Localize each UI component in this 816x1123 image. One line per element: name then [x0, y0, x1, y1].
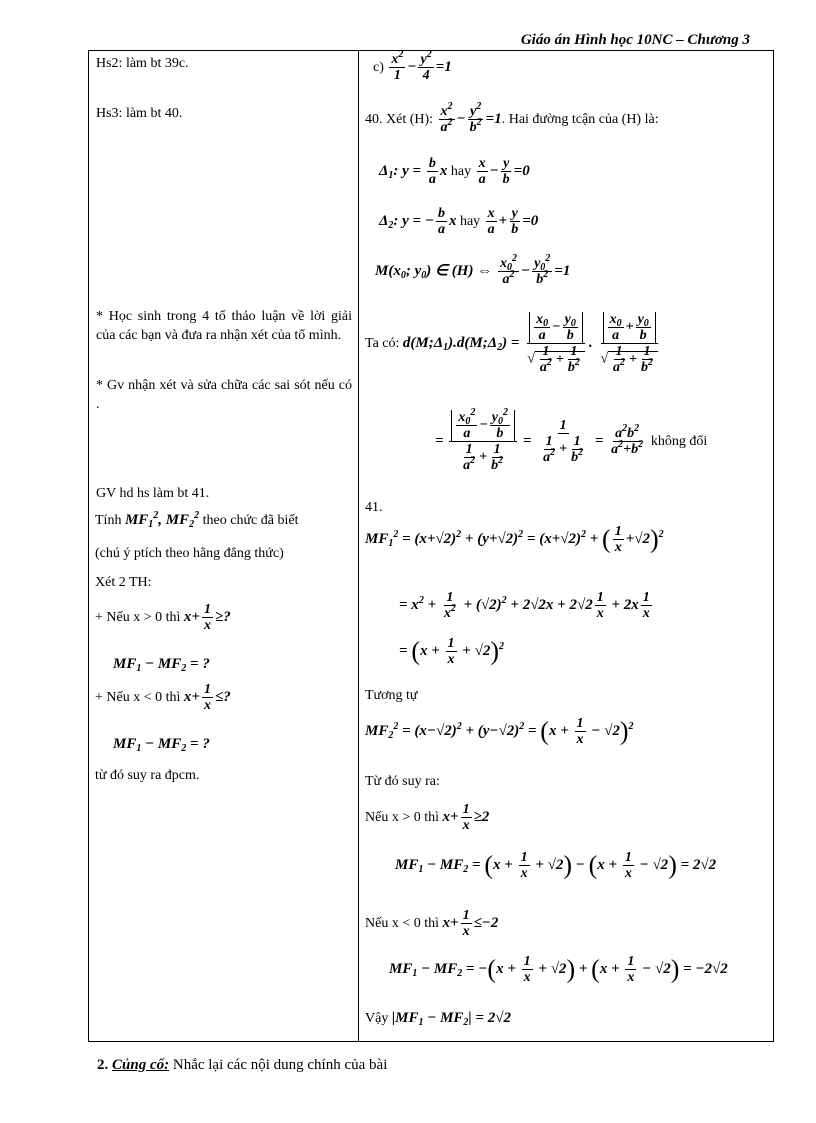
- group-discussion-text: * Học sinh trong 4 tổ thảo luận về lời giải của các bạn và đưa ra nhận xét của tổ mình.: [96, 309, 352, 343]
- ex39c-label: c): [373, 59, 384, 75]
- neu-pos-label: Nếu x > 0 thì: [365, 809, 439, 825]
- footer-number: 2.: [97, 1057, 109, 1073]
- ex40-prefix: 40. Xét (H):: [365, 111, 434, 127]
- hay-1: hay: [450, 163, 472, 179]
- mf1-expansion: = $x^2$ + $\frac{1}{x^2}$ + $(√2)^2 + 2√2x + 2√2$ $\frac{1}{x}$ + 2x $\frac{1}{x}$: [399, 590, 650, 621]
- hay-2: hay: [459, 213, 481, 229]
- ex40-suffix: . Hai đường tcận của (H) là:: [501, 111, 659, 127]
- page-header-title: Giáo án Hình học 10NC – Chương 3: [520, 32, 750, 48]
- point-on-hyperbola: $M(x_0$; $y_0$) ∈ (H) ⇔ $\frac{x_0^2}{a^2}$ − $\frac{y_0^2}{b^2}$ =1: [375, 253, 571, 287]
- distance-product-line: Ta có: $d(M;\Delta_1).d(M;\Delta_2)$ = $\frac{x_0}{a}$ − $\frac{y_0}{b}$ √ $\frac{1}{a^2}$ + $\frac{1}{b^2}$ . $\frac{x_0}{a}$ + $\frac{y_0}{b}$ √ $\frac{1}{a^2}$ + $\frac{1}{b^2}$: [365, 312, 662, 375]
- vay-line: Vậy $|MF_1 - MF_2| = 2√2$: [365, 1010, 512, 1028]
- tu-do-label: Từ đó suy ra:: [365, 774, 440, 789]
- tinh-suffix: theo chức đã biết: [202, 513, 299, 528]
- ex41-label: 41.: [365, 500, 383, 515]
- case-pos-result: $MF_1 - MF_2 = (x$ + $\frac{1}{x}$ + √2) − (x + $\frac{1}{x}$ − √2) = 2√2: [395, 850, 717, 881]
- case1-question: $MF_1 - MF_2$ = ?: [113, 656, 210, 674]
- neu-pos-line: Nếu x > 0 thì x+ $\frac{1}{x}$ ≥2: [365, 802, 490, 833]
- mf1-result: = (x + $\frac{1}{x}$ + √2)$^2$: [399, 636, 504, 667]
- hs2-task: Hs2: làm bt 39c.: [96, 56, 189, 71]
- case1-line: + Nếu x > 0 thì x+ $\frac{1}{x}$ ≥?: [95, 602, 231, 633]
- mf1-squared: $MF_1^2 = (x+√2)^2 + (y+√2)^2 = (x+√2)^2$ + ( $\frac{1}{x}$ +√2)$^2$: [365, 524, 664, 555]
- vay-label: Vậy: [365, 1011, 389, 1026]
- footer-colon: :: [164, 1057, 170, 1073]
- footer-line: [97, 1057, 387, 1074]
- footer-title: Củng cố: [112, 1057, 165, 1073]
- factor-note: (chú ý ptích theo hằng đẳng thức): [95, 546, 284, 561]
- tinh-prefix: Tính: [95, 513, 122, 528]
- case-neg-result: $MF_1 - MF_2 = -(x$ + $\frac{1}{x}$ + √2) + (x + $\frac{1}{x}$ − √2) = −2√2: [389, 954, 728, 985]
- cases-label: Xét 2 TH:: [95, 575, 152, 590]
- lesson-table: [88, 50, 774, 1042]
- neu-neg-line: Nếu x < 0 thì x+ $\frac{1}{x}$ ≤−2: [365, 908, 499, 939]
- mf2-squared: $MF_2^2 = (x-√2)^2 + (y-√2)^2 = (x$ + $\frac{1}{x}$ − √2)$^2$: [365, 716, 634, 747]
- footer-text: Nhắc lại các nội dung chính của bài: [172, 1057, 388, 1073]
- tinh-line: Tính $MF_1^2$, $MF_2^2$ theo chức đã biết: [95, 510, 299, 530]
- asymptote1: $\Delta_1$: y = $\frac{b}{a}$ x hay $\frac{x}{a}$ − $\frac{y}{b}$ =0: [379, 156, 530, 187]
- taco-label: Ta có:: [365, 335, 400, 351]
- case1-label: + Nếu x > 0 thì: [95, 609, 181, 625]
- case2-line: + Nếu x < 0 thì x+ $\frac{1}{x}$ ≤?: [95, 682, 231, 713]
- teacher-note-text: * Gv nhận xét và sửa chữa các sai sót nếu có .: [96, 378, 352, 412]
- neu-neg-label: Nếu x < 0 thì: [365, 915, 439, 931]
- hs3-task: Hs3: làm bt 40.: [96, 106, 183, 121]
- ex40-line: 40. Xét (H): $\frac{x^2}{a^2}$ − $\frac{y^2}{b^2}$ =1. Hai đường tcận của (H) là:: [365, 101, 659, 135]
- conclusion-text: từ đó suy ra đpcm.: [95, 768, 200, 783]
- constant-result-line: = $\frac{x_0^2}{a}$ − $\frac{y_0^2}{b}$ $\frac{1}{a^2}$ + $\frac{1}{b^2}$ = 1 $\frac{1}{a^2}$ + $\frac{1}{b^2}$ = $\frac{a^2b^2}{a^2+b^2}$ không đổi: [435, 407, 708, 473]
- tuong-tu-label: Tương tự: [365, 688, 418, 703]
- column-divider: [358, 50, 359, 1041]
- case2-label: + Nếu x < 0 thì: [95, 689, 181, 705]
- case2-question: $MF_1 - MF_2$ = ?: [113, 736, 210, 754]
- khong-doi-label: không đổi: [650, 433, 708, 449]
- asymptote2: $\Delta_2$: y = − $\frac{b}{a}$ x hay $\frac{x}{a}$ + $\frac{y}{b}$ =0: [379, 206, 539, 237]
- gv-hd-text: GV hd hs làm bt 41.: [96, 486, 210, 501]
- ex39c-line: c) $\frac{x^2}{1}$ − $\frac{y^2}{4}$ =1: [373, 49, 452, 83]
